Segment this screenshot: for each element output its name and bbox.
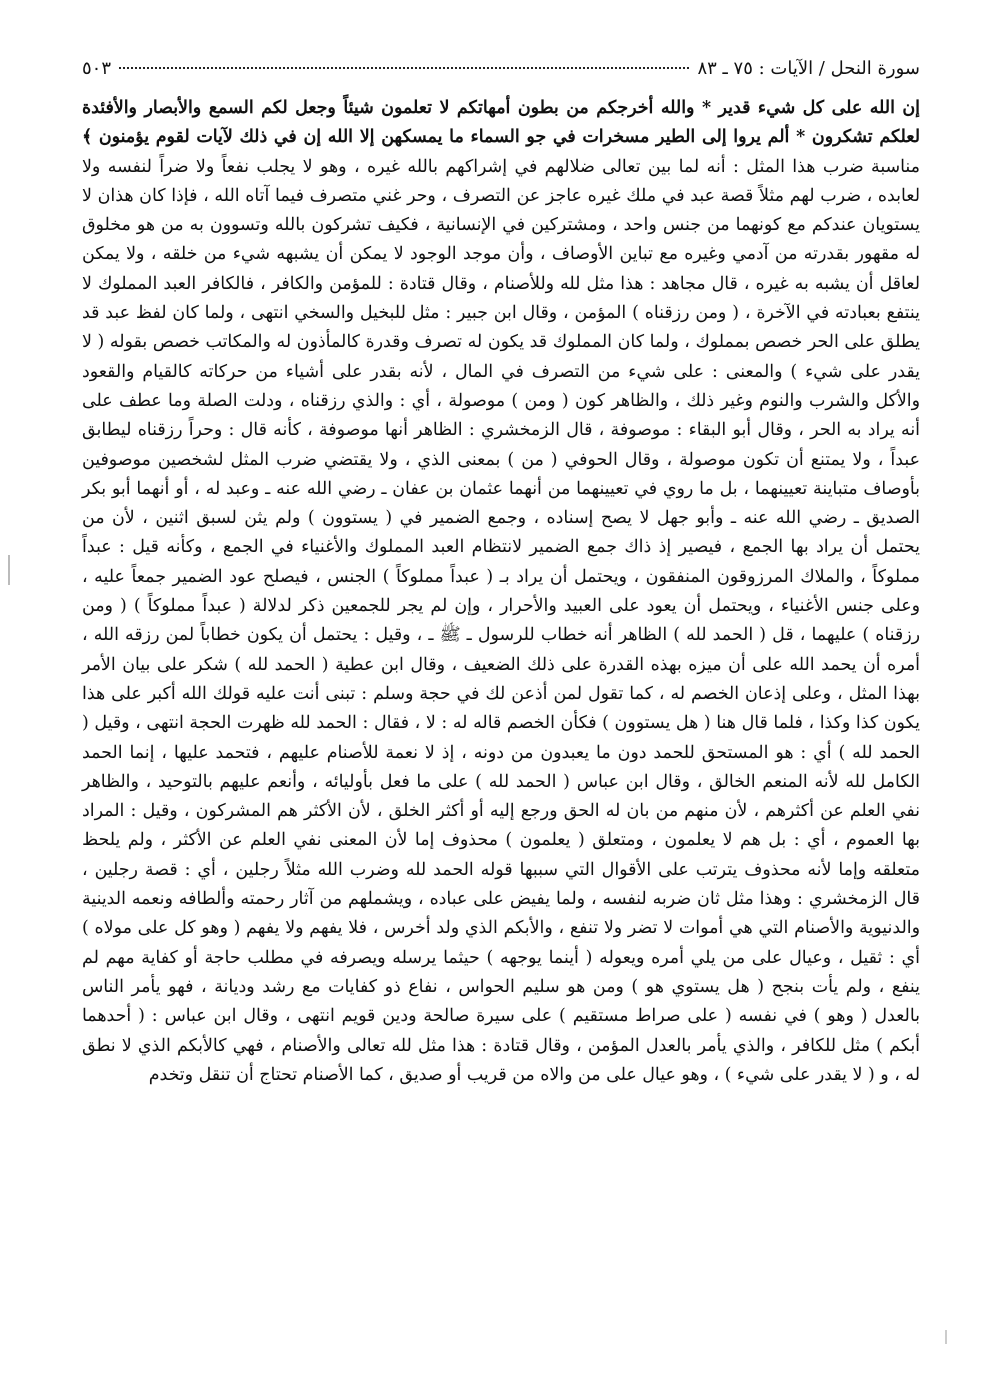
running-header (82, 58, 920, 92)
body-paragraph (82, 94, 920, 1090)
surah-title: سورة النحل / الآيات : ٧٥ ـ ٨٣ (697, 58, 920, 79)
header-leader-dots (119, 67, 689, 69)
scan-gutter-mark (8, 555, 10, 585)
commentary-text: مناسبة ضرب هذا المثل : أنه لما بين تعالى ضلالهم في إشراكهم بالله غيره ، وهو لا يجلب نفعاً ولا ضراً لنفسه ولا لعابده ، ضرب لهم مثلاً قصة عبد في ملك غيره عاجز عن التصرف ، وحر غني متصرف فيما آتاه الله ، فإذا كان هذان لا يستويان عندكم مع كونهما من جنس واحد ، ومشتركين في الإنسانية ، فكيف تشركون بالله وتسوون به من هو مخلوق له مقهور بقدرته من آدمي وغيره مع تباين الأوصاف ، وأن موجد الوجود لا يمكن أن يشبهه شيء من خلقه ، ولا يمكن لعاقل أن يشبه به غيره ، قال مجاهد : هذا مثل لله وللأصنام ، وقال قتادة : للمؤمن والكافر ، فالكافر العبد المملوك لا ينتفع بعبادته في الآخرة ، ( ومن رزقناه ) المؤمن ، وقال ابن جبير : مثل للبخيل والسخي انتهى ، ولما كان لفظ عبد قد يطلق على الحر خصص بمملوك ، ولما كان المملوك قد يكون له تصرف وقدرة كالمأذون له والمكاتب خصص بقوله ( لا يقدر على شيء ) والمعنى : على شيء من التصرف في المال ، لأنه بقدر على أشياء من حركاته كالقيام والقعود والأكل والشرب والنوم وغير ذلك ، والظاهر كون ( ومن ) موصولة ، أي : والذي رزقناه ، ودلت الصلة وما عطف على أنه يراد به الحر ، وقال أبو البقاء : موصوفة ، قال الزمخشري : الظاهر أنها موصوفة ، كأنه قال : وحراً رزقناه ليطابق عبداً ، ولا يمتنع أن تكون موصولة ، وقال الحوفي ( من ) بمعنى الذي ، ولا يقتضي ضرب المثل لشخصين موصوفين بأوصاف متباينة تعيينهما ، بل ما روي في تعيينهما من أنهما عثمان بن عفان ـ رضي الله عنه ـ وعبد له ، أو أنهما أبو بكر الصديق ـ رضي الله عنه ـ وأبو جهل لا يصح إسناده ، وجمع الضمير في ( يستوون ) ولم يثن لسبق اثنين ، لأن من يحتمل أن يراد بها الجمع ، فيصير إذ ذاك جمع الضمير لانتظام العبد المملوك والأغنياء في الجمع ، وكأنه قيل : عبداً مملوكاً ، والملاك المرزوقون المنفقون ، ويحتمل أن يراد بـ ( عبداً مملوكاً ) الجنس ، فيصلح عود الضمير جمعاً عليه ، وعلى جنس الأغنياء ، ويحتمل أن يعود على العبيد والأحرار ، وإن لم يجر للجمعين ذكر لدلالة ( عبداً مملوكاً ) ( ومن رزقناه ) عليهما ، قل ( الحمد لله ) الظاهر أنه خطاب للرسول ـ ﷺ ـ ، وقيل : يحتمل أن يكون خطاباً لمن رزقه الله ، أمره أن يحمد الله على أن ميزه بهذه القدرة على ذلك الضعيف ، وقال ابن عطية ( الحمد لله ) شكر على بيان الأمر بهذا المثل ، وعلى إذعان الخصم له ، كما تقول لمن أذعن لك في حجة وسلم : تبنى أنت عليه قولك الله أكبر على هذا يكون كذا وكذا ، فلما قال هنا ( هل يستوون ) فكأن الخصم قاله له : لا ، فقال : الحمد لله ظهرت الحجة انتهى ، وقيل ( الحمد لله ) أي : هو المستحق للحمد دون ما يعبدون من دونه ، إذ لا نعمة للأصنام عليهم ، فتحمد عليها ، إنما الحمد الكامل لله لأنه المنعم الخالق ، وقال ابن عباس ( الحمد لله ) على ما فعل بأوليائه ، وأنعم عليهم بالتوحيد ، والظاهر نفي العلم عن أكثرهم ، لأن منهم من بان له الحق ورجع إليه أو أكثر الخلق ، لأن الأكثر هم المشركون ، وقيل : المراد بها العموم ، أي : بل هم لا يعلمون ، ومتعلق ( يعلمون ) محذوف إما لأن المعنى نفي العلم عن الأكثر ، ولم يلحظ متعلقه وإما لأنه محذوف يترتب على الأقوال التي سببها قوله الحمد لله وضرب الله مثلاً رجلين ، أي : قصة رجلين ، قال الزمخشري : وهذا مثل ثان ضربه لنفسه ، ولما يفيض على عباده ، ويشملهم من آثار رحمته وألطافه ونعمه الدينية والدنيوية والأصنام التي هي أموات لا تضر ولا تنفع ، والأبكم الذي ولد أخرس ، فلا يفهم ولا يفهم ( وهو كل على مولاه ) أي : ثقيل ، وعيال على من يلي أمره ويعوله ( أينما يوجهه ) حيثما يرسله ويصرفه في مطلب حاجة أو كفاية مهم لم ينفع ، ولم يأت بنجح ( هل يستوي هو ) ومن هو سليم الحواس ، نفاع ذو كفايات مع رشد وديانة ، فهو يأمر الناس بالعدل ( وهو ) في نفسه ( على صراط مستقيم ) على سيرة صالحة ودين قويم انتهى ، وقال ابن عباس : ( أحدهما أبكم ) مثل للكافر ، والذي يأمر بالعدل المؤمن ، وقال قتادة : هذا مثل لله تعالى والأصنام ، فهي كالأبكم الذي لا نطق له ، و ( لا يقدر على شيء ) ، وهو عيال على من والاه من قريب أو صديق ، كما الأصنام تحتاج أن تنقل وتخدم (82, 156, 920, 1085)
page-number: ٥٠٣ (82, 58, 112, 79)
page-body (82, 94, 920, 1090)
quran-verse-text: إن الله على كل شيء قدير * والله أخرجكم من بطون أمهاتكم لا تعلمون شيئاً وجعل لكم السمع والأبصار والأفئدة لعلكم تشكرون * ألم يروا إلى الطير مسخرات في جو السماء ما يمسكهن إلا الله إن في ذلك لآيات لقوم يؤمنون ﴾ (82, 98, 920, 148)
scan-edge-mark (945, 1330, 947, 1344)
document-page (82, 58, 920, 1318)
